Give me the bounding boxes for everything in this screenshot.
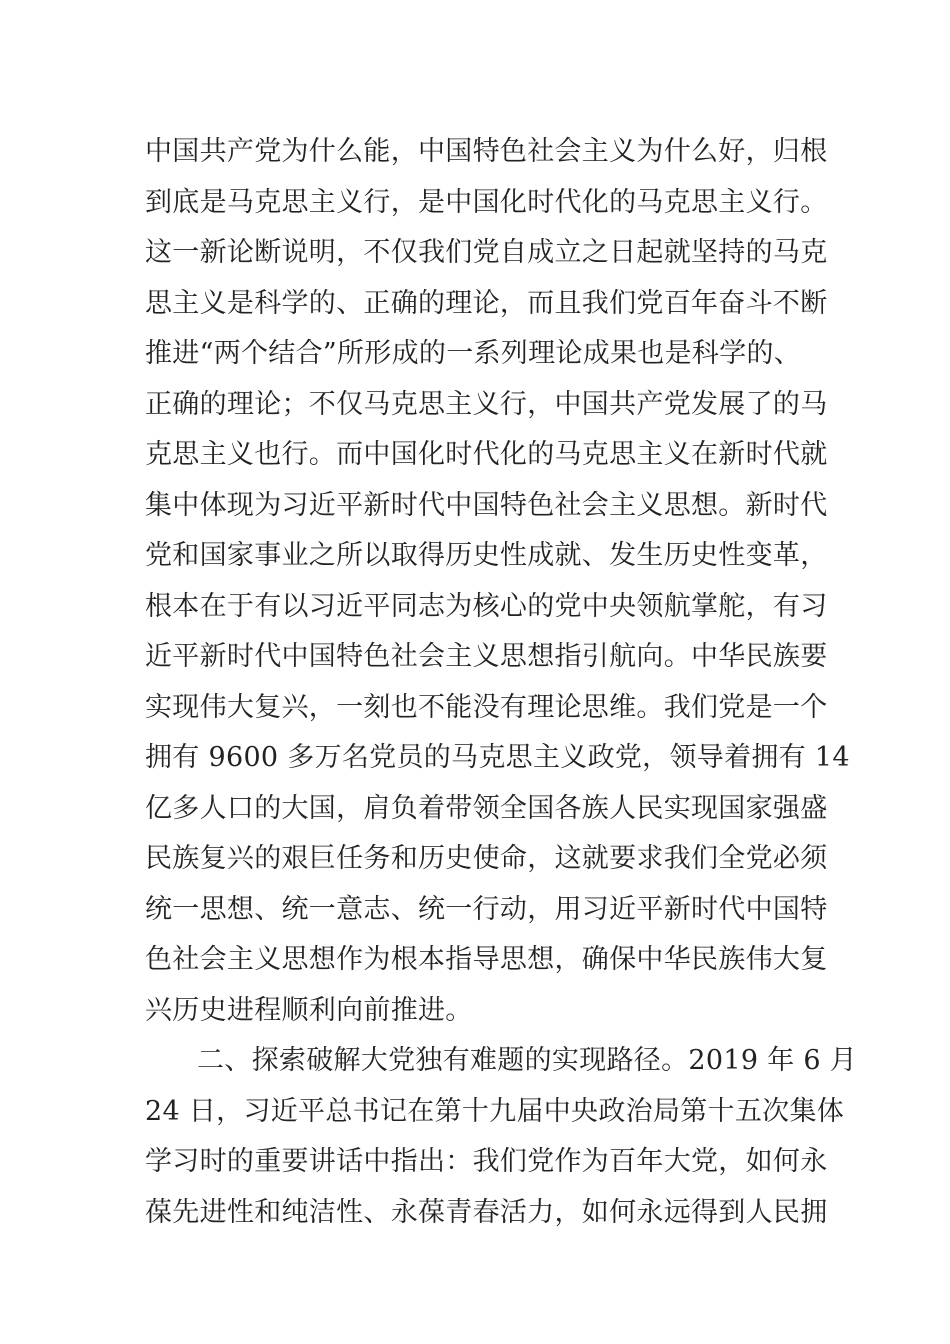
text-line: 葆先进性和纯洁性、永葆青春活力，如何永远得到人民拥	[145, 1196, 828, 1228]
text-line: 推进“两个结合”所形成的一系列理论成果也是科学的、	[145, 338, 802, 369]
text-line: 近平新时代中国特色社会主义思想指引航向。中华民族要	[145, 641, 828, 672]
text-line: 拥有 9600 多万名党员的马克思主义政党，领导着拥有 14	[145, 742, 850, 773]
text-line: 兴历史进程顺利向前推进。	[145, 994, 473, 1026]
text-line: 色社会主义思想作为根本指导思想，确保中华民族伟大复	[145, 944, 828, 975]
body-text	[145, 130, 858, 1241]
text-line: 中国共产党为什么能，中国特色社会主义为什么好，归根	[145, 136, 828, 167]
text-line: 民族复兴的艰巨任务和历史使命，这就要求我们全党必须	[145, 843, 828, 874]
text-line: 24 日，习近平总书记在第十九届中央政治局第十五次集体	[145, 1095, 845, 1127]
text-line: 思主义是科学的、正确的理论，而且我们党百年奋斗不断	[145, 287, 828, 319]
text-line: 统一思想、统一意志、统一行动，用习近平新时代中国特	[145, 893, 828, 925]
text-line: 这一新论断说明，不仅我们党自成立之日起就坚持的马克	[145, 237, 828, 268]
text-line: 根本在于有以习近平同志为核心的党中央领航掌舵，有习	[145, 590, 828, 622]
text-line: 克思主义也行。而中国化时代化的马克思主义在新时代就	[145, 439, 828, 470]
text-line: 党和国家事业之所以取得历史性成就、发生历史性变革，	[145, 540, 828, 571]
text-line: 实现伟大复兴，一刻也不能没有理论思维。我们党是一个	[145, 691, 828, 723]
text-line: 集中体现为习近平新时代中国特色社会主义思想。新时代	[145, 489, 828, 521]
text-line: 亿多人口的大国，肩负着带领全国各族人民实现国家强盛	[145, 792, 828, 824]
text-line: 到底是马克思主义行，是中国化时代化的马克思主义行。	[145, 186, 828, 218]
text-line: 学习时的重要讲话中指出：我们党作为百年大党，如何永	[145, 1146, 828, 1177]
section-heading-line: 二、探索破解大党独有难题的实现路径。2019 年 6 月	[197, 1045, 858, 1076]
text-line: 正确的理论；不仅马克思主义行，中国共产党发展了的马	[145, 388, 828, 420]
